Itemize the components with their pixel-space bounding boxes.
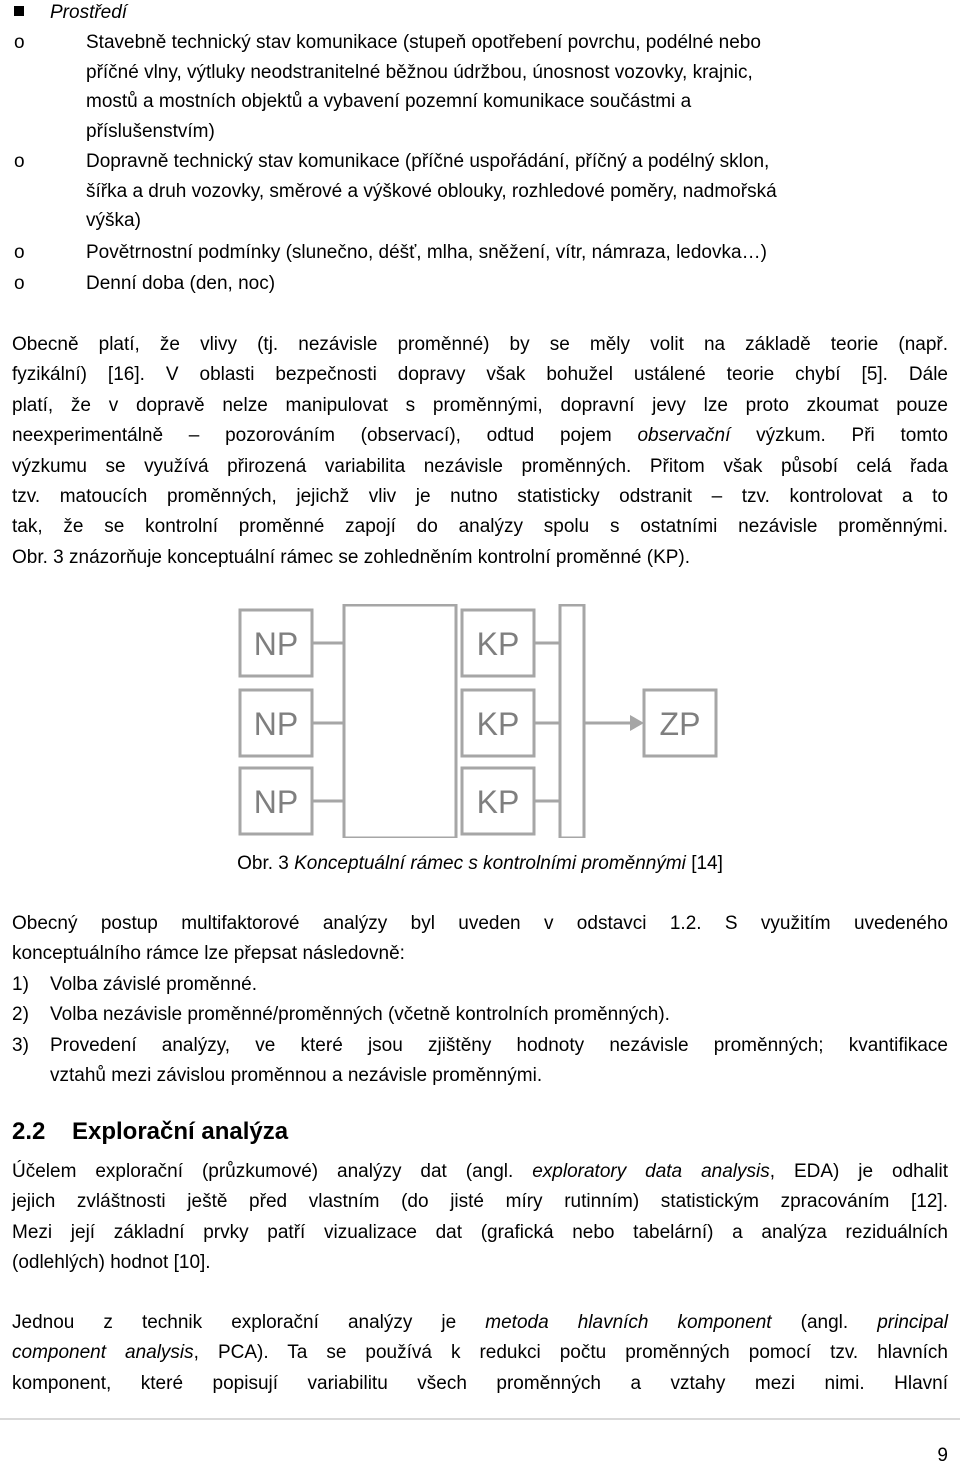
list-item	[14, 269, 914, 299]
np-label: NP	[253, 784, 299, 820]
list-item: 1) Volba závislé proměnné.	[12, 974, 258, 995]
kp-label: KP	[476, 626, 520, 662]
paragraph: Obecně platí, že vlivy (tj. nezávisle proměnné) by se měly volit na základě teorie (např. fyzikální) [16]. V oblasti bezpečnosti dopravy však bohužel ustálené teorie chybí [5]. Dále platí, že v dopravě nelze manipulovat s proměnnými, dopravní jevy lze proto zkoumat pouze neexperimentálně – pozorováním (observací), odtud pojem observační výzkum. Při tomto výzkumu se využívá přirozená variabilita nezávisle proměnných. Přitom však působí celá řada tzv. matoucích proměnných, jejichž vliv je nutno statisticky odstranit – tzv. kontrolovat a to tak, že se kontrolní proměnné zapojí do analýzy spolu s ostatními nezávisle proměnnými. Obr. 3 znázorňuje konceptuální rámec se zohledněním kontrolní proměnné (KP).	[12, 334, 948, 568]
kp-label: KP	[476, 706, 520, 742]
kp-label: KP	[476, 784, 520, 820]
np-label: NP	[253, 706, 299, 742]
circle-bullet-icon: o	[14, 151, 25, 172]
arrow-right-icon	[630, 715, 644, 731]
environment-heading: Prostředí	[50, 2, 128, 23]
np-kp-container	[344, 605, 456, 838]
list-item-text: Denní doba (den, noc)	[86, 273, 276, 294]
circle-bullet-icon: o	[14, 32, 25, 53]
numbered-list	[12, 970, 948, 1092]
np-label: NP	[253, 626, 299, 662]
kp-container	[560, 605, 584, 838]
list-item-text: Dopravně technický stav komunikace (příčné uspořádání, příčný a podélný sklon, šířka a druh vozovky, směrové a výškové oblouky, rozhledové poměry, nadmořská výška)	[86, 151, 777, 231]
list-item	[14, 147, 914, 236]
list-item: 3) Provedení analýzy, ve které jsou zjištěny hodnoty nezávisle proměnných; kvantifikace vztahů mezi závislou proměnnou a nezávisle proměnnými.	[12, 1034, 948, 1087]
list-item-text: Povětrnostní podmínky (slunečno, déšť, mlha, sněžení, vítr, námraza, ledovka…)	[86, 242, 767, 263]
list-item: 2) Volba nezávisle proměnné/proměnných (včetně kontrolních proměnných).	[12, 1004, 670, 1026]
zp-label: ZP	[659, 706, 701, 742]
section-heading: 2.2 Explorační analýza	[12, 1118, 289, 1145]
conceptual-framework-diagram	[236, 604, 756, 838]
page-number: 9	[937, 1445, 948, 1466]
paragraph: Účelem explorační (průzkumové) analýzy dat (angl. exploratory data analysis, EDA) je odhalit jejich zvláštnosti ještě před vlastním (do jisté míry rutinním) statistickým zpracováním [12]. Mezi její základní prvky patří vizualizace dat (grafická nebo tabelární) a analýza reziduálních (odlehlých) hodnot [10].	[12, 1161, 948, 1274]
footer-divider	[0, 1418, 960, 1420]
figure-caption: Obr. 3 Konceptuální rámec s kontrolními proměnnými [14]	[237, 853, 723, 874]
circle-bullet-icon: o	[14, 242, 25, 263]
list-item	[14, 238, 914, 268]
paragraph: Obecný postup multifaktorové analýzy byl uveden v odstavci 1.2. S využitím uvedeného konceptuálního rámce lze přepsat následovně:	[12, 913, 948, 965]
square-bullet-icon	[14, 6, 24, 16]
list-item-text: Stavebně technický stav komunikace (stupeň opotřebení povrchu, podélné nebo příčné vlny, výtluky neodstranitelné běžnou údržbou, únosnost vozovky, krajnic, mostů a mostních objektů a vybavení pozemní komunikace součástmi a příslušenstvím)	[86, 32, 761, 142]
circle-bullet-icon: o	[14, 273, 25, 294]
list-item	[14, 28, 914, 146]
paragraph: Jednou z technik explorační analýzy je metoda hlavních komponent (angl. principal component analysis, PCA). Ta se používá k redukci počtu proměnných pomocí tzv. hlavních komponent, které popisují variabilitu všech proměnných a vztahy mezi nimi. Hlavní	[12, 1312, 948, 1394]
